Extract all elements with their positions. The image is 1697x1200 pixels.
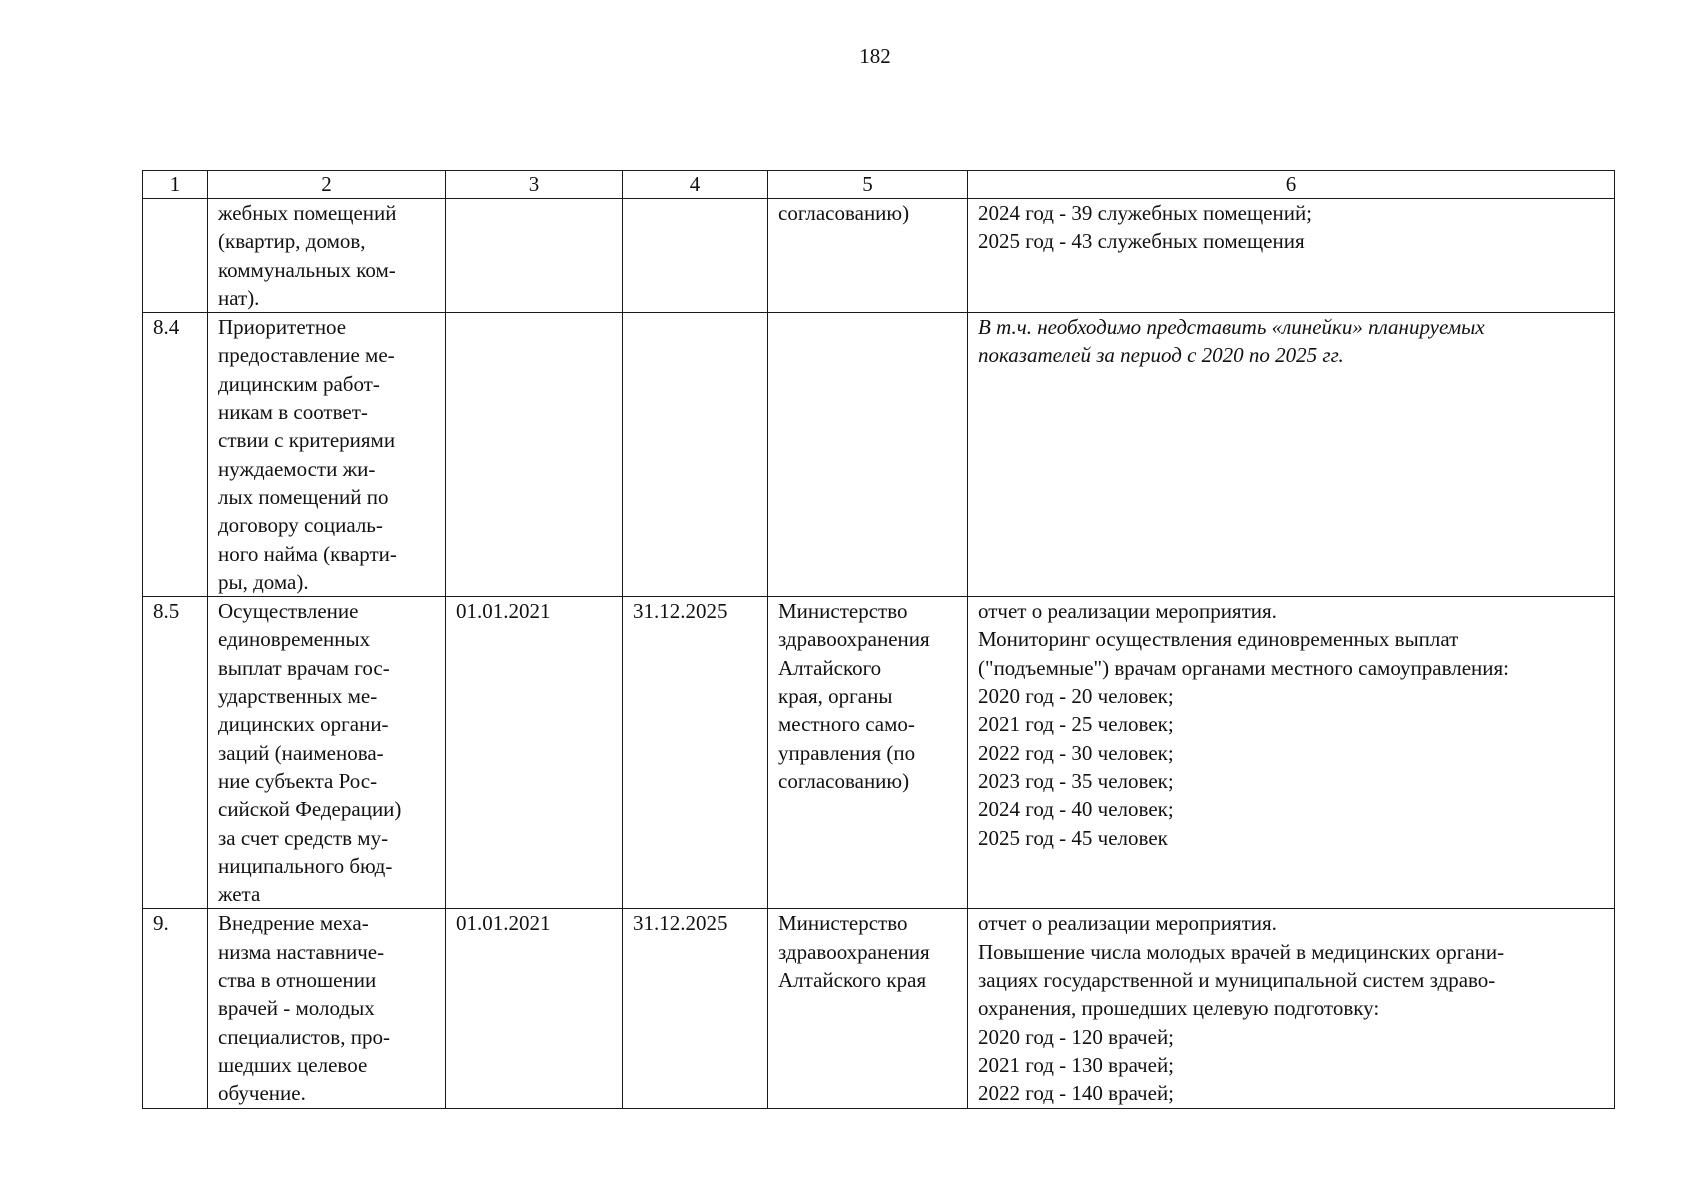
cell-activity-line: ства в отношении (218, 968, 377, 993)
cell-result-line: Повышение числа молодых врачей в медицинских органи- (978, 939, 1505, 964)
cell-activity (208, 597, 446, 909)
cell-result-line: отчет о реализации мероприятия. (978, 599, 1277, 624)
cell-activity-line: (квартир, домов, (218, 229, 366, 254)
cell-end-date: 31.12.2025 (623, 597, 768, 909)
cell-result-line: ("подъемные") врачам органами местного самоуправления: (978, 655, 1509, 680)
cell-activity-line: заций (наименова- (218, 740, 384, 765)
cell-activity-line: специалистов, про- (218, 1024, 390, 1049)
cell-responsible-line: местного само- (778, 712, 915, 737)
cell-number (143, 199, 208, 313)
table-row (143, 909, 1615, 1108)
cell-result-line: В т.ч. необходимо представить «линейки» планируемых (978, 315, 1485, 340)
cell-activity-line: коммунальных ком- (218, 257, 396, 282)
cell-responsible-line: Министерство (778, 911, 908, 936)
cell-result (968, 597, 1615, 909)
cell-result-line: 2025 год - 43 служебных помещения (978, 229, 1305, 254)
table-body (143, 199, 1615, 1109)
cell-activity-line: договору социаль- (218, 513, 383, 538)
cell-end-date (623, 199, 768, 313)
cell-activity-line: ствии с критериями (218, 428, 396, 453)
cell-result-line: охранения, прошедших целевую подготовку: (978, 996, 1380, 1021)
cell-activity-line: жебных помещений (218, 201, 397, 225)
cell-activity-line: никам в соответ- (218, 400, 368, 425)
cell-responsible (768, 199, 968, 313)
cell-number: 9. (143, 909, 208, 1108)
table-row (143, 313, 1615, 597)
cell-responsible-line: Алтайского (778, 655, 882, 680)
cell-responsible-line: согласованию) (778, 768, 910, 793)
cell-result (968, 199, 1615, 313)
cell-responsible-line: здравоохранения (778, 627, 930, 652)
cell-activity-line: ние субъекта Рос- (218, 768, 378, 793)
table-row (143, 597, 1615, 909)
cell-start-date: 01.01.2021 (446, 597, 623, 909)
cell-activity (208, 199, 446, 313)
cell-activity-line: жета (218, 882, 261, 907)
cell-activity-line: ниципального бюд- (218, 853, 393, 878)
cell-activity-line: сийской Федерации) (218, 797, 402, 822)
cell-activity-line: шедших целевое (218, 1052, 368, 1077)
cell-result (968, 909, 1615, 1108)
header-col-3: 3 (446, 171, 623, 199)
header-col-5: 5 (768, 171, 968, 199)
cell-activity-line: нуждаемости жи- (218, 456, 376, 481)
cell-activity-line: Внедрение меха- (218, 911, 369, 936)
cell-result-line: Мониторинг осуществления единовременных выплат (978, 627, 1459, 652)
cell-activity (208, 909, 446, 1108)
table-row (143, 199, 1615, 313)
cell-activity-line: низма наставниче- (218, 939, 385, 964)
cell-start-date: 01.01.2021 (446, 909, 623, 1108)
cell-activity-line: ного найма (кварти- (218, 541, 397, 566)
header-col-6: 6 (968, 171, 1615, 199)
cell-result-line: зациях государственной и муниципальной систем здраво- (978, 968, 1496, 993)
cell-activity-line: предоставление ме- (218, 343, 395, 368)
header-col-4: 4 (623, 171, 768, 199)
header-row (143, 171, 1615, 199)
cell-activity-line: выплат врачам гос- (218, 655, 390, 680)
cell-activity-line: Осуществление (218, 599, 359, 624)
cell-responsible (768, 313, 968, 597)
page-number: 182 (859, 44, 891, 68)
cell-activity-line: врачей - молодых (218, 996, 375, 1021)
cell-number: 8.4 (143, 313, 208, 597)
cell-responsible-line: Алтайского края (778, 968, 927, 993)
cell-activity-line: ры, дома). (218, 569, 309, 594)
cell-responsible-line: здравоохранения (778, 939, 930, 964)
cell-activity-line: Приоритетное (218, 315, 347, 340)
cell-result-line: показателей за период с 2020 по 2025 гг. (978, 343, 1344, 368)
cell-result-line: 2023 год - 35 человек; (978, 768, 1174, 793)
cell-activity-line: ударственных ме- (218, 684, 378, 709)
cell-activity-line: нат). (218, 285, 260, 310)
header-col-1: 1 (143, 171, 208, 199)
cell-result-line: 2025 год - 45 человек (978, 825, 1168, 850)
header-col-2: 2 (208, 171, 446, 199)
cell-responsible-line: согласованию) (778, 201, 910, 225)
cell-result-line: 2024 год - 39 служебных помещений; (978, 201, 1313, 225)
cell-result-line: 2020 год - 120 врачей; (978, 1024, 1175, 1049)
cell-responsible-line: управления (по (778, 740, 916, 765)
cell-result-line: 2024 год - 40 человек; (978, 797, 1174, 822)
cell-responsible-line: Министерство (778, 599, 908, 624)
cell-end-date (623, 313, 768, 597)
cell-result-line: 2021 год - 130 врачей; (978, 1052, 1175, 1077)
cell-result-line: 2021 год - 25 человек; (978, 712, 1174, 737)
cell-activity (208, 313, 446, 597)
cell-activity-line: лых помещений по (218, 484, 389, 509)
cell-responsible-line: края, органы (778, 684, 893, 709)
cell-activity-line: дицинским работ- (218, 371, 380, 396)
cell-result-line: 2022 год - 30 человек; (978, 740, 1174, 765)
plan-table (142, 170, 1615, 1109)
cell-activity-line: обучение. (218, 1081, 306, 1106)
cell-result-line: 2020 год - 20 человек; (978, 684, 1174, 709)
cell-number: 8.5 (143, 597, 208, 909)
cell-start-date (446, 313, 623, 597)
cell-result-line: 2022 год - 140 врачей; (978, 1081, 1175, 1106)
cell-responsible (768, 909, 968, 1108)
cell-end-date: 31.12.2025 (623, 909, 768, 1108)
cell-result-line: отчет о реализации мероприятия. (978, 911, 1277, 936)
cell-activity-line: дицинских органи- (218, 712, 389, 737)
cell-start-date (446, 199, 623, 313)
cell-result (968, 313, 1615, 597)
cell-activity-line: единовременных (218, 627, 371, 652)
cell-responsible (768, 597, 968, 909)
cell-activity-line: за счет средств му- (218, 825, 389, 850)
